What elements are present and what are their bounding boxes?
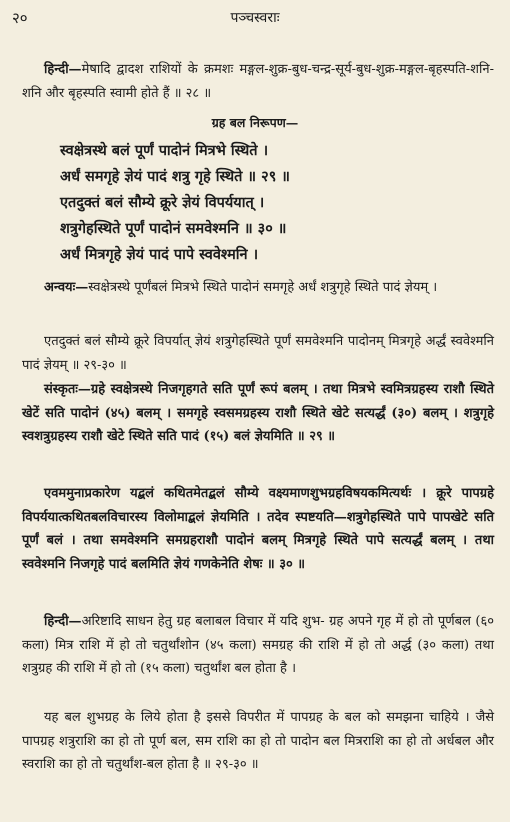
verse-line: स्वक्षेत्रस्थे बलं पूर्णं पादोनं मित्रभे स्थिते ।: [60, 142, 269, 159]
verse-line: अर्धं समगृहे ज्ञेयं पादं शत्रु गृहे स्थिते ॥ २९ ॥: [60, 168, 290, 185]
page-header: [12, 8, 498, 30]
section-heading: ग्रह बल निरूपण—: [211, 115, 299, 130]
hindi-paragraph-1: हिन्दी—मेषादि द्वादश राशियों के क्रमशः मङ्गल-शुक्र-बुध-चन्द्र-सूर्य-बुध-शुक्र-मङ्गल-बृहस्पति-शनि-शनि और बृहस्पति स्वामी होते हैं ॥ २८ ॥: [22, 62, 494, 101]
hindi-paragraph-3: यह बल शुभग्रह के लिये होता है इससे विपरीत में पापग्रह के बल को समझना चाहिये । जैसे पापग्रह शत्रुराशि का हो तो पूर्ण बल, सम राशि का हो तो पादोन बल मित्रराशि का हो तो अर्धबल और स्वराशि का हो तो चतुर्थांश-बल होता है ॥ २९-३० ॥: [22, 710, 494, 772]
running-title: पञ्चस्वराः: [230, 10, 280, 26]
verse-line: अर्धं मित्रगृहे ज्ञेयं पादं पापे स्ववेश्मनि ।: [60, 246, 259, 263]
hindi-paragraph-2: हिन्दी—अरिष्टादि साधन हेतु ग्रह बलाबल विचार में यदि शुभ- ग्रह अपने गृह में हो तो पूर्णबल (६० कला) मित्र राशि में हो तो चतुर्थांशोन (४५ कला) समग्रह की राशि में हो तो अर्द्ध (३० कला) तथा शत्रुग्रह की राशि में हो तो (१५ कला) चतुर्थांश बल होता है ।: [22, 614, 494, 676]
page-number: २०: [12, 9, 28, 27]
sanskrit-paragraph-2: एवममुनाप्रकारेण यद्बलं कथितमेतद्बलं सौम्ये वक्ष्यमाणशुभग्रहविषयकमित्यर्थः । क्रूरे पापग्रहे विपर्ययात्कथितबलविचारस्य विलोमाद्बलं ज्ञेयमिति । तदेव स्पष्टयति—शत्रुगेहस्थिते पापे पापखेटे सति पूर्णं बलं । तथा समवेश्मनि समग्रहराशौ पादोनं बलम् मित्रगृहे स्थिते पापे सत्यर्द्धं बलम् । तथा स्ववेश्मनि निजगृहे पादं बलमिति ज्ञेयं गणकेनेति शेषः ॥ ३० ॥: [22, 486, 494, 572]
anvaya-paragraph-2: एतदुक्तं बलं सौम्ये क्रूरे विपर्यात् ज्ञेयं शत्रुगेहस्थिते पूर्णं समवेश्मनि पादोनम् मित्रगृहे अर्द्धं स्ववेश्मनि पादं ज्ञेयम् ॥ २९-३० ॥: [22, 334, 494, 373]
anvaya-paragraph: अन्वयः—स्वक्षेत्रस्थे पूर्णंबलं मित्रभे स्थिते पादोनं समगृहे अर्धं शत्रुगृहे स्थिते पादं ज्ञेयम् ।: [44, 280, 438, 295]
sanskrit-paragraph-1: संस्कृतः—ग्रहे स्वक्षेत्रस्थे निजगृहगते सति पूर्णं रूपं बलम् । तथा मित्रभे स्वमित्रग्रहस्य राशौ स्थिते खेटें सति पादोनं (४५) बलम् । समगृहे स्वसमग्रहस्य राशौ स्थिते खेटे सत्यर्द्धं (३०) बलम् । शत्रुगृहे स्वशत्रुग्रहस्य राशौ खेटे स्थिते सति पादं (१५) बलं ज्ञेयमिति ॥ २९ ॥: [22, 382, 494, 444]
verse-line: शत्रुगेहस्थिते पूर्णं पादोनं समवेश्मनि ॥ ३० ॥: [60, 220, 287, 237]
verse-line: एतदुक्तं बलं सौम्ये क्रूरे ज्ञेयं विपर्ययात् ।: [60, 194, 265, 211]
